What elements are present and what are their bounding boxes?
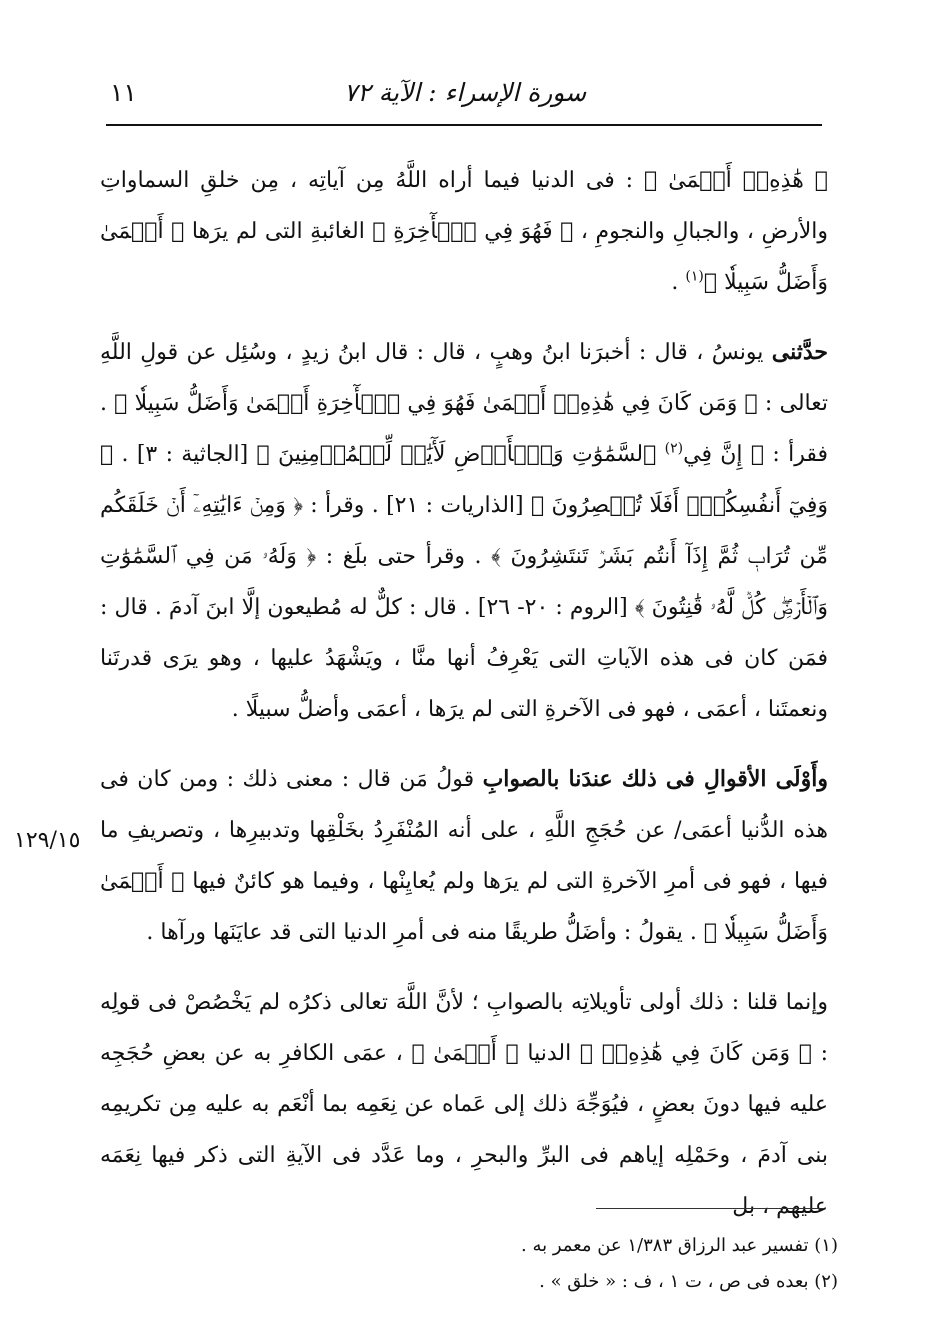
paragraph-4-text: وإنما قلنا : ذلك أولى تأويلاتِه بالصوابِ ؛ لأنَّ اللَّهَ تعالى ذكرُه لم يَخْصُصْ فى قولِه : ﴿ وَمَن كَانَ فِي هَٰذِهِۦٓ ﴾ الدنيا ﴿ أَعۡمَىٰ ﴾ ، عمَى الكافرِ به عن بعضِ حُجَجِه عليه فيها دونَ بعضٍ ، فيُوَجِّهَ ذلك إلى عَماه عن نِعَمِه بما أنْعَم به عليه مِن تكريمِه بنى آدمَ ، وحَمْلِه إياهم فى البرِّ والبحرِ ، وما عَدَّد فى الآيةِ التى ذكر فيها نِعَمَه عليهم ، بل — [100, 990, 828, 1219]
paragraph-4 — [100, 977, 828, 1232]
paragraph-2-text-a: يونسُ ، قال : أخبرَنا ابنُ وهبٍ ، قال : قال ابنُ زيدٍ ، وسُئِل عن قولِ اللَّهِ تعالى : ﴿ وَمَن كَانَ فِي هَٰذِهِۦٓ أَعۡمَىٰ فَهُوَ فِي ٱلۡأٓخِرَةِ أَعۡمَىٰ وَأَضَلُّ سَبِيلٗا ﴾ . فقرأ : ﴿ إِنَّ فِي — [100, 340, 829, 467]
page-header — [108, 78, 822, 120]
paragraph-1-end: . — [671, 270, 686, 295]
paragraph-2-text-b: ٱلسَّمَٰوَٰتِ وَٱلۡأَرۡضِ لَأٓيَٰتٖ لِّلۡمُؤۡمِنِينَ ﴾ [الجاثية : ٣] . ﴿ وَفِيٓ أَنفُسِكُمۡۚ أَفَلَا تُبۡصِرُونَ ﴾ [الذاريات : ٢١] . وقرأ : ﴿ وَمِنۡ ءَايَٰتِهِۦٓ أَنۡ خَلَقَكُم مِّن تُرَابٖ ثُمَّ إِذَآ أَنتُم بَشَرٞ تَنتَشِرُونَ ﴾ . وقرأ حتى بلَغ : ﴿ وَلَهُۥ مَن فِي ٱلسَّمَٰوَٰتِ وَٱلۡأَرۡضِۖ كُلّٞ لَّهُۥ قَٰنِتُونَ ﴾ [الروم : ٢٠- ٢٦] . قال : كلٌّ له مُطيعون إلَّا ابنَ آدمَ . قال : فمَن كان فى هذه الآياتِ التى يَعْرِفُ أنها منَّا ، ويَشْهَدُ عليها ، وهو يرَى قدرتَنا ونعمتَنا ، أعمَى ، فهو فى الآخرةِ التى لم يرَها ، أعمَى وأضلُّ سبيلًا . — [100, 442, 829, 722]
main-text — [100, 155, 828, 1251]
header-rule — [106, 124, 822, 126]
paragraph-3 — [100, 754, 828, 958]
running-title: سورة الإسراء : الآية ٧٢ — [343, 78, 587, 107]
paragraph-3-lead: وأَوْلَى الأقوالِ فى ذلك عندَنا بالصوابِ — [482, 766, 828, 792]
footnote-rule — [596, 1208, 824, 1209]
paragraph-1-text: ﴿ هَٰذِهِۦٓ أَعۡمَىٰ ﴾ : فى الدنيا فيما أراه اللَّهُ مِن آياتِه ، مِن خلقِ السماواتِ والأرضِ ، والجبالِ والنجومِ ، ﴿ فَهُوَ فِي ٱلۡأٓخِرَةِ ﴾ الغائبةِ التى لم يرَها ﴿ أَعۡمَىٰ وَأَضَلُّ سَبِيلٗا ﴾ — [100, 168, 828, 295]
footnote-1: (١) تفسير عبد الرزاق ١/٣٨٣ عن معمر به . — [521, 1235, 838, 1256]
paragraph-3-text: قولُ مَن قال : معنى ذلك : ومن كان فى هذه الدُّنيا أعمَى/ عن حُجَجِ اللَّهِ ، على أنه المُنْفَرِدُ بخَلْقِها وتدبيرِها ، وتصريفِ ما فيها ، فهو فى أمرِ الآخرةِ التى لم يرَها ولم يُعايِنْها ، وفيما هو كائنٌ فيها ﴿ أَعۡمَىٰ وَأَضَلُّ سَبِيلٗا ﴾ . يقولُ : وأضَلُّ طريقًا منه فى أمرِ الدنيا التى قد عايَنَها ورآها . — [100, 767, 828, 945]
page-number: ١١ — [110, 78, 137, 107]
footnotes — [118, 1228, 838, 1300]
paragraph-2-lead: حدَّثنى — [771, 339, 828, 365]
footnote-marker-2: (٢) — [664, 440, 684, 457]
footnote-marker-1: (١) — [685, 268, 704, 285]
paragraph-2 — [100, 327, 828, 735]
margin-reference: ١٢٩/١٥ — [14, 828, 81, 853]
footnote-2: (٢) بعده فى ص ، ت ١ ، ف : « خلق » . — [539, 1271, 838, 1292]
paragraph-1 — [100, 155, 828, 308]
